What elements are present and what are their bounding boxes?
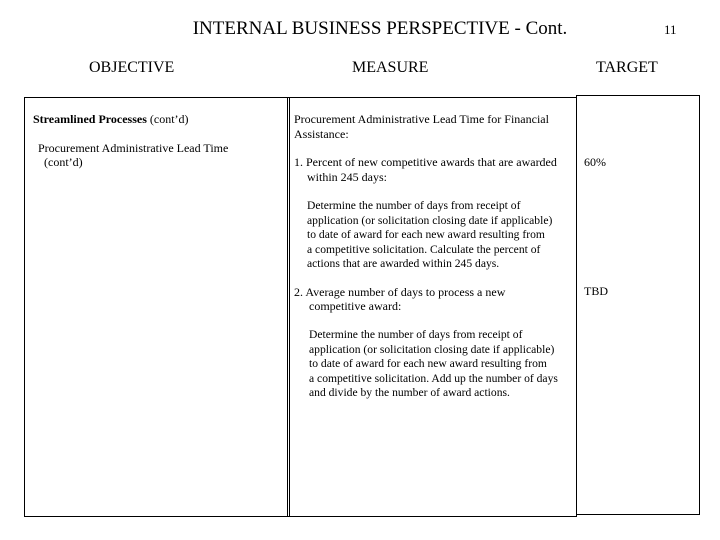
description-line: to date of award for each new award resulting from: [307, 228, 545, 241]
measure-intro-line1: Procurement Administrative Lead Time for Financial: [294, 112, 549, 126]
measure-item2-line1: 2. Average number of days to process a new: [294, 285, 506, 299]
description-line: a competitive solicitation. Calculate the percent of: [307, 242, 541, 256]
objective-heading-suffix: (cont’d): [146, 112, 189, 126]
objective-heading-bold: Streamlined Processes: [33, 112, 147, 126]
column-header-measure: MEASURE: [352, 59, 429, 76]
target-item2: TBD: [584, 284, 608, 298]
description-line: application (or solicitation closing date if applicable): [307, 213, 553, 227]
measure-item1-line2: within 245 days:: [307, 170, 387, 184]
description-line: a competitive solicitation. Add up the number of days: [309, 371, 558, 385]
page-number: 11: [664, 22, 677, 37]
measure-item2-line2: competitive award:: [309, 299, 402, 313]
description-line: Determine the number of days from receipt of: [307, 199, 521, 212]
description-line: Determine the number of days from receipt of: [309, 328, 523, 341]
description-line: actions that are awarded within 245 days.: [307, 257, 500, 270]
description-line: to date of award for each new award resulting from: [309, 357, 547, 370]
description-line: and divide by the number of award actions.: [309, 386, 510, 399]
measure-intro-line2: Assistance:: [294, 127, 349, 141]
page-title: INTERNAL BUSINESS PERSPECTIVE - Cont.: [192, 18, 568, 39]
measure-item2-description: [309, 328, 558, 401]
measure-item1-line1: 1. Percent of new competitive awards that are awarded: [294, 155, 557, 169]
description-line: application (or solicitation closing date if applicable): [309, 342, 555, 356]
objective-heading: [33, 112, 189, 127]
column-header-target: TARGET: [596, 59, 658, 76]
objective-subitem-cont: (cont’d): [44, 155, 83, 169]
objective-subitem: Procurement Administrative Lead Time: [38, 141, 229, 155]
column-header-objective: OBJECTIVE: [89, 59, 175, 76]
measure-item1-description: [307, 199, 552, 272]
target-item1: 60%: [584, 155, 606, 169]
